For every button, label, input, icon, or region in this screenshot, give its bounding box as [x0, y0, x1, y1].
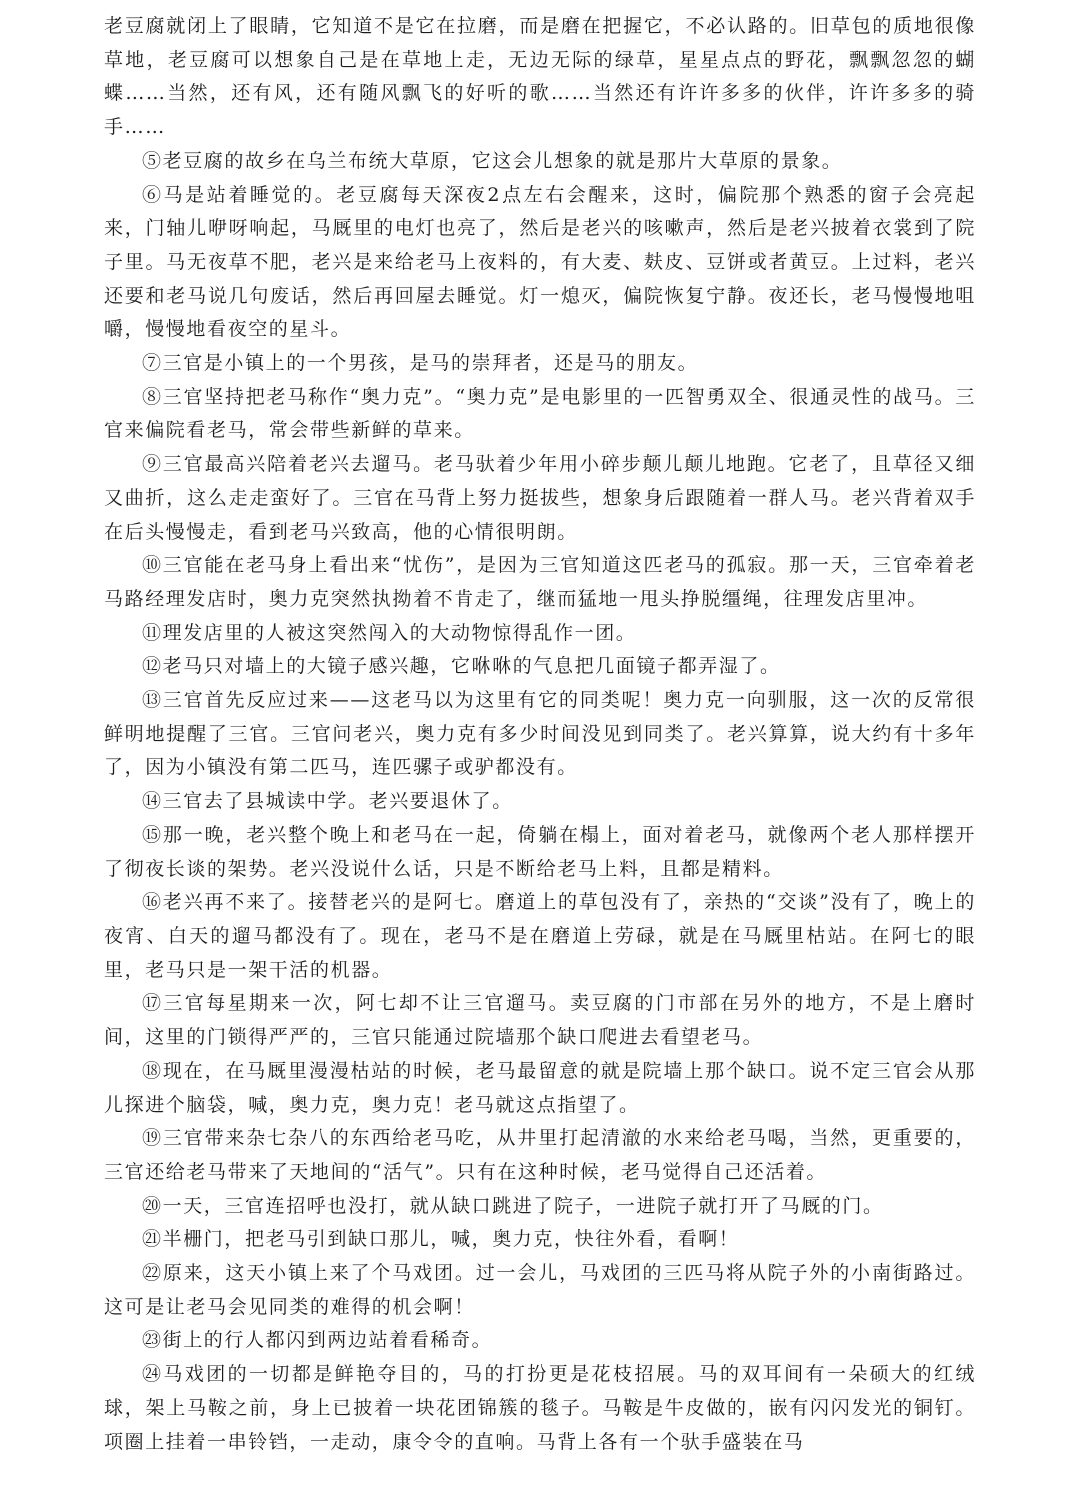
article-body	[104, 10, 976, 1459]
paragraph-10: ⑩三官能在老马身上看出来“忧伤”，是因为三官知道这匹老马的孤寂。那一天，三官牵着老马路经理发店时，奥力克突然执拗着不肯走了，继而猛地一甩头挣脱缰绳，往理发店里冲。	[104, 554, 976, 610]
paragraph-15: ⑮那一晚，老兴整个晚上和老马在一起，倚躺在榻上，面对着老马，就像两个老人那样摆开了彻夜长谈的架势。老兴没说什么话，只是不断给老马上料，且都是精料。	[104, 823, 976, 880]
paragraph-21: ㉑半栅门，把老马引到缺口那儿，喊，奥力克，快往外看，看啊！	[142, 1228, 740, 1251]
paragraph-9: ⑨三官最高兴陪着老兴去遛马。老马驮着少年用小碎步颠儿颠儿地跑。它老了，且草径又细又曲折，这么走走蛮好了。三官在马背上努力挺拔些，想象身后跟随着一群人马。老兴背着双手在后头慢慢走，看到老马兴致高，他的心情很明朗。	[104, 453, 976, 543]
paragraph-19: ⑲三官带来杂七杂八的东西给老马吃，从井里打起清澈的水来给老马喝，当然，更重要的，三官还给老马带来了天地间的“活气”。只有在这种时候，老马觉得自己还活着。	[104, 1127, 976, 1183]
paragraph-8: ⑧三官坚持把老马称作“奥力克”。“奥力克”是电影里的一匹智勇双全、很通灵性的战马。三官来偏院看老马，常会带些新鲜的草来。	[104, 385, 976, 442]
paragraph-5: ⑤老豆腐的故乡在乌兰布统大草原，它这会儿想象的就是那片大草原的景象。	[142, 149, 843, 172]
paragraph-14: ⑭三官去了县城读中学。老兴要退休了。	[142, 790, 513, 813]
paragraph-11: ⑪理发店里的人被这突然闯入的大动物惊得乱作一团。	[142, 621, 637, 644]
paragraph-12: ⑫老马只对墙上的大镜子感兴趣，它咻咻的气息把几面镜子都弄湿了。	[142, 655, 781, 678]
paragraph-17: ⑰三官每星期来一次，阿七却不让三官遛马。卖豆腐的门市部在另外的地方，不是上磨时间，这里的门锁得严严的，三官只能通过院墙那个缺口爬进去看望老马。	[104, 992, 976, 1049]
paragraph-24: ㉔马戏团的一切都是鲜艳夺目的，马的打扮更是花枝招展。马的双耳间有一朵硕大的红绒球，架上马鞍之前，身上已披着一块花团锦簇的毯子。马鞍是牛皮做的，嵌有闪闪发光的铜钉。项圈上挂着一串铃铛，一走动，康令令的直响。马背上各有一个驮手盛装在马	[104, 1363, 976, 1453]
paragraph-18: ⑱现在，在马厩里漫漫枯站的时候，老马最留意的就是院墙上那个缺口。说不定三官会从那儿探进个脑袋，喊，奥力克，奥力克！老马就这点指望了。	[104, 1059, 976, 1116]
paragraph-23: ㉓街上的行人都闪到两边站着看稀奇。	[142, 1329, 493, 1352]
paragraph-20: ⑳一天，三官连招呼也没打，就从缺口跳进了院子，一进院子就打开了马厩的门。	[142, 1194, 884, 1217]
paragraph-6: ⑥马是站着睡觉的。老豆腐每天深夜2点左右会醒来，这时，偏院那个熟悉的窗子会亮起来，门轴儿咿呀响起，马厩里的电灯也亮了，然后是老兴的咳嗽声，然后是老兴披着衣裳到了院子里。马无夜草不肥，老兴是来给老马上夜料的，有大麦、麸皮、豆饼或者黄豆。上过料，老兴还要和老马说几句废话，然后再回屋去睡觉。灯一熄灭，偏院恢复宁静。夜还长，老马慢慢地咀嚼，慢慢地看夜空的星斗。	[104, 183, 976, 341]
paragraph-continuation: 老豆腐就闭上了眼睛，它知道不是它在拉磨，而是磨在把握它，不必认路的。旧草包的质地很像草地，老豆腐可以想象自己是在草地上走，无边无际的绿草，星星点点的野花，飘飘忽忽的蝴蝶……当然，还有风，还有随风飘飞的好听的歌……当然还有许许多多的伙伴，许许多多的骑手……	[104, 15, 976, 139]
paragraph-7: ⑦三官是小镇上的一个男孩，是马的崇拜者，还是马的朋友。	[142, 352, 699, 375]
paragraph-22: ㉒原来，这天小镇上来了个马戏团。过一会儿，马戏团的三匹马将从院子外的小南街路过。这可是让老马会见同类的难得的机会啊！	[104, 1262, 976, 1318]
paragraph-13: ⑬三官首先反应过来——这老马以为这里有它的同类呢！奥力克一向驯服，这一次的反常很鲜明地提醒了三官。三官问老兴，奥力克有多少时间没见到同类了。老兴算算，说大约有十多年了，因为小镇没有第二匹马，连匹骡子或驴都没有。	[104, 689, 976, 779]
paragraph-16: ⑯老兴再不来了。接替老兴的是阿七。磨道上的草包没有了，亲热的“交谈”没有了，晚上的夜宵、白天的遛马都没有了。现在，老马不是在磨道上劳碌，就是在马厩里枯站。在阿七的眼里，老马只是一架干活的机器。	[104, 891, 976, 981]
